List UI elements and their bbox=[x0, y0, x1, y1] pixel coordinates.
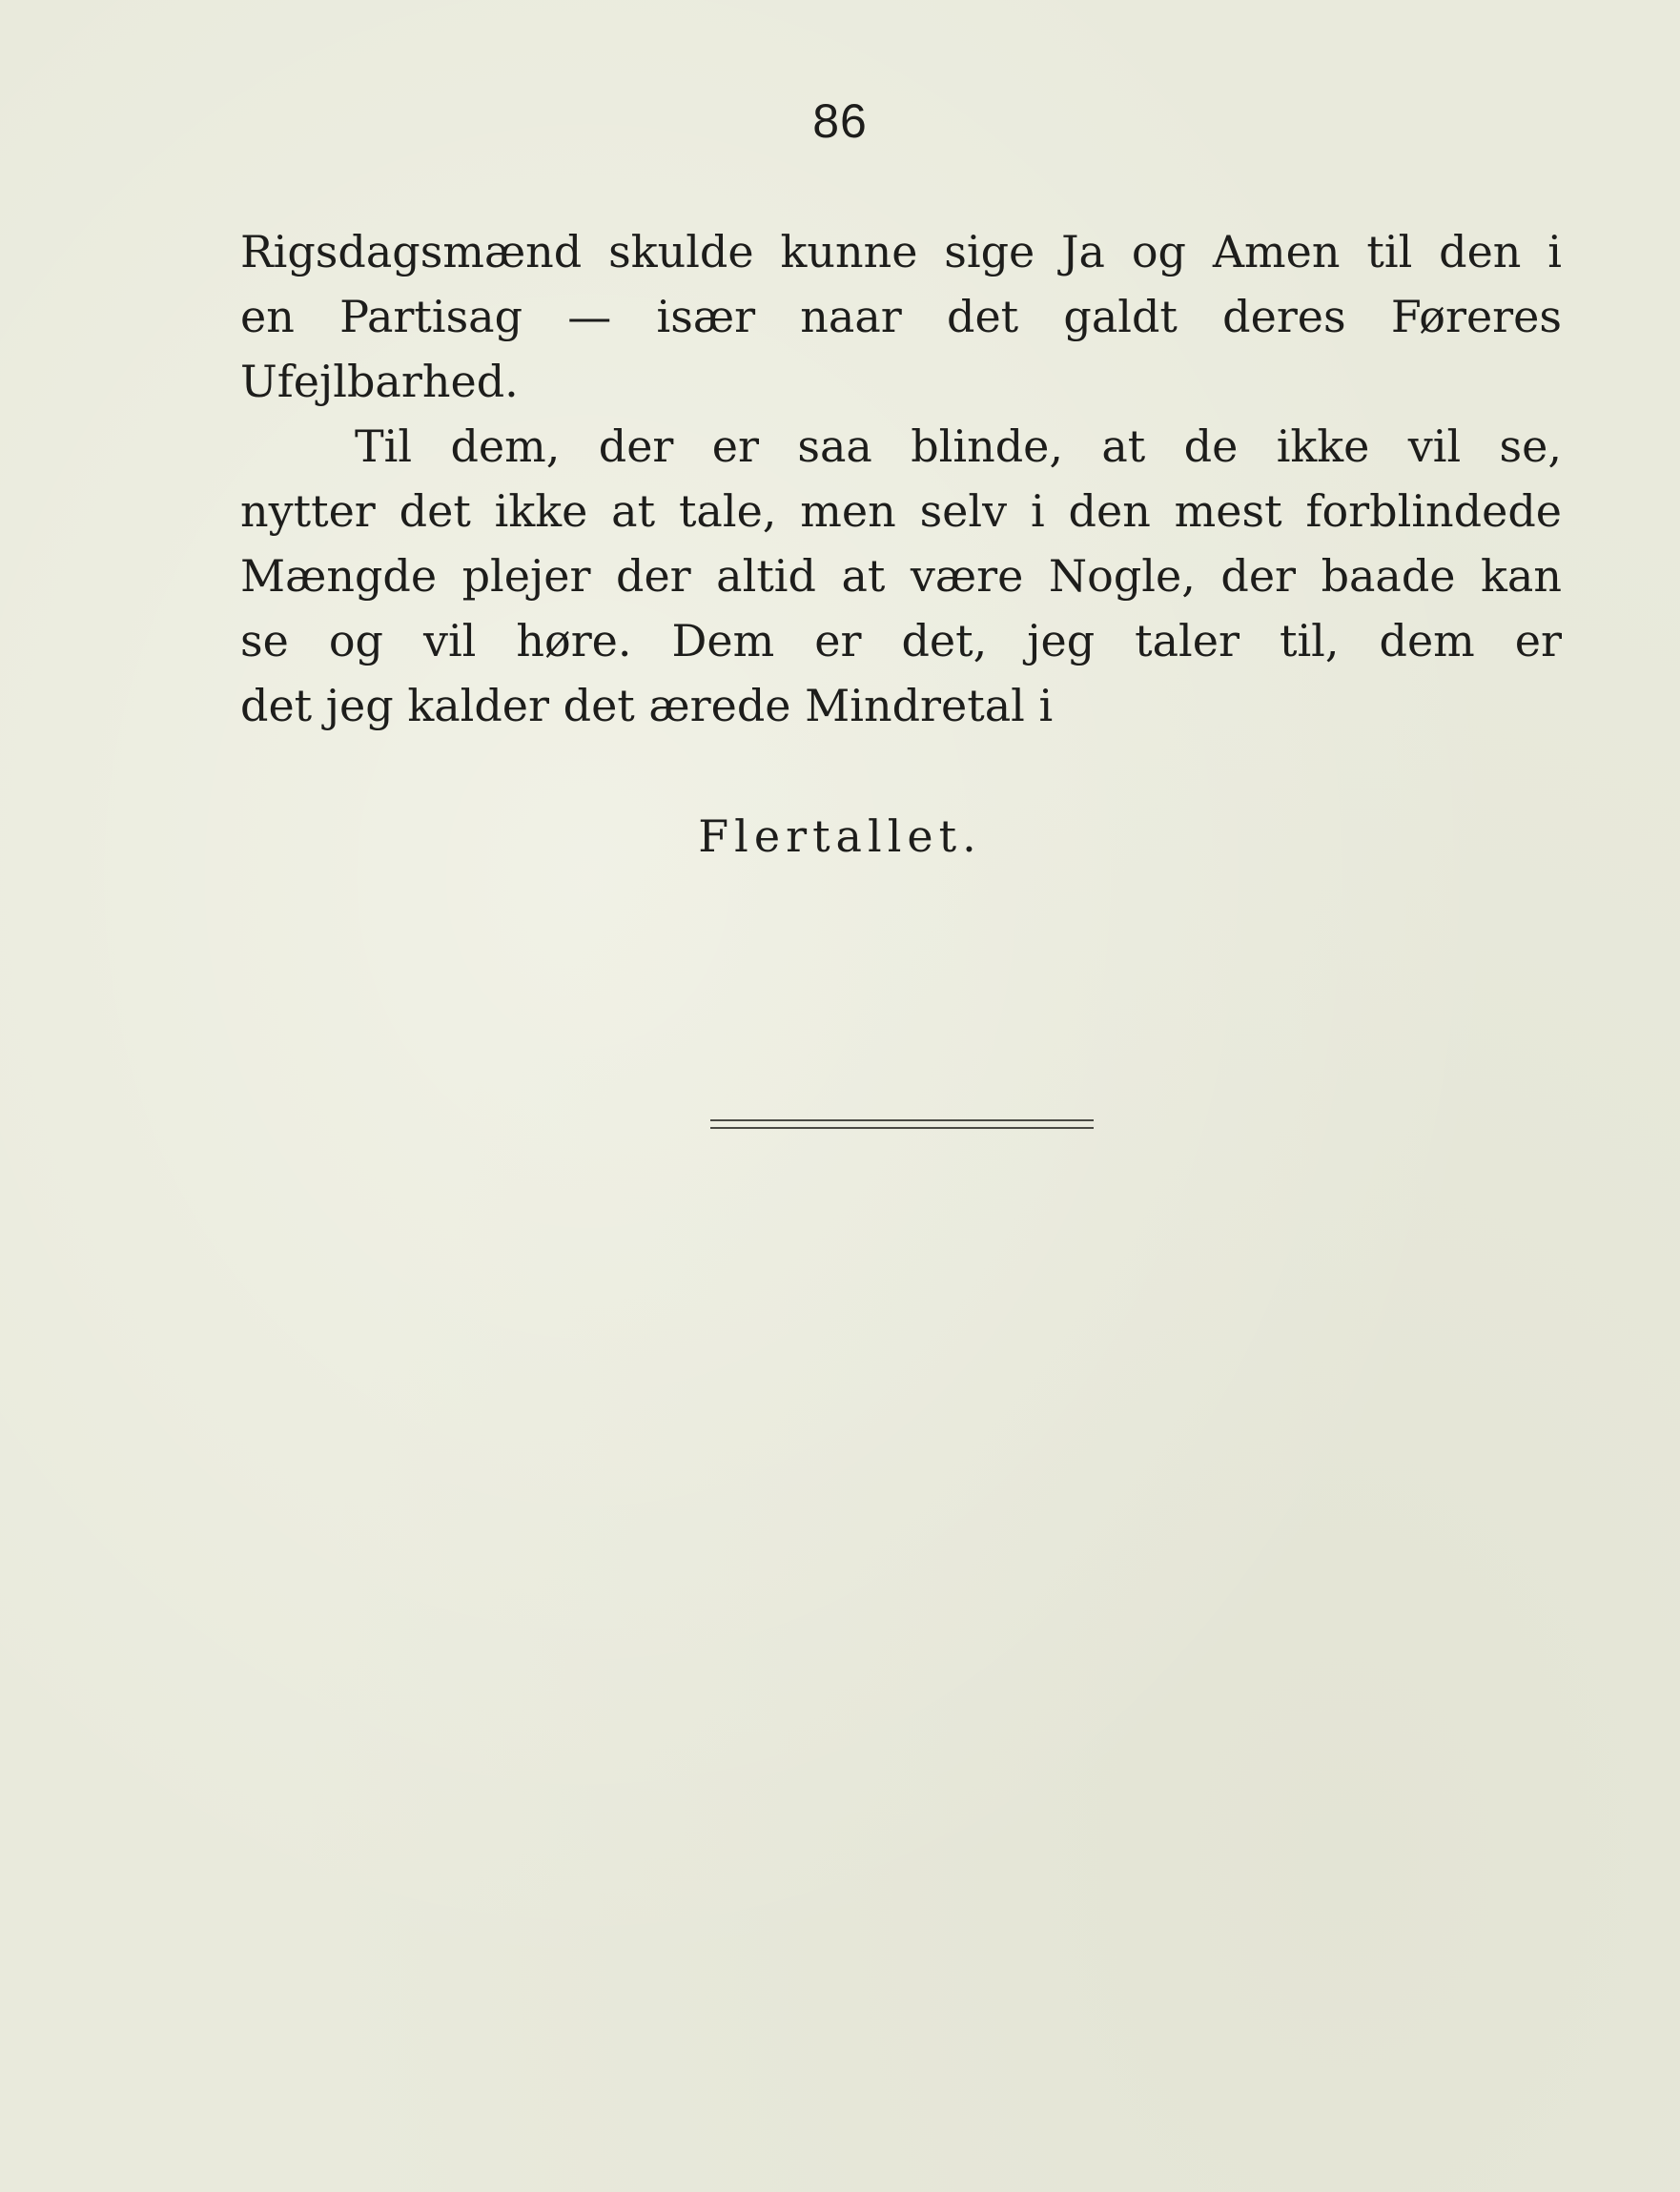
text-line: Til dem, der er saa blinde, at de ikke vil se, bbox=[355, 420, 1562, 472]
body-text bbox=[240, 219, 1562, 738]
text-line: se og vil høre. Dem er det, jeg taler til, dem er bbox=[240, 615, 1562, 666]
paragraph bbox=[240, 414, 1562, 738]
text-line: en Partisag — især naar det galdt deres Føreres bbox=[240, 291, 1562, 342]
page-number: 86 bbox=[812, 94, 868, 148]
double-rule-divider bbox=[710, 1119, 1094, 1129]
paragraph bbox=[240, 219, 1562, 414]
text-line: Ufejlbarhed. bbox=[240, 356, 519, 407]
text-line: Rigsdagsmænd skulde kunne sige Ja og Amen til den i bbox=[240, 226, 1562, 277]
closing-word: Flertallet. bbox=[698, 810, 982, 862]
text-line: det jeg kalder det ærede Mindretal i bbox=[240, 680, 1054, 731]
text-line: nytter det ikke at tale, men selv i den mest forblindede bbox=[240, 485, 1562, 537]
text-line: Mængde plejer der altid at være Nogle, der baade kan bbox=[240, 550, 1562, 602]
